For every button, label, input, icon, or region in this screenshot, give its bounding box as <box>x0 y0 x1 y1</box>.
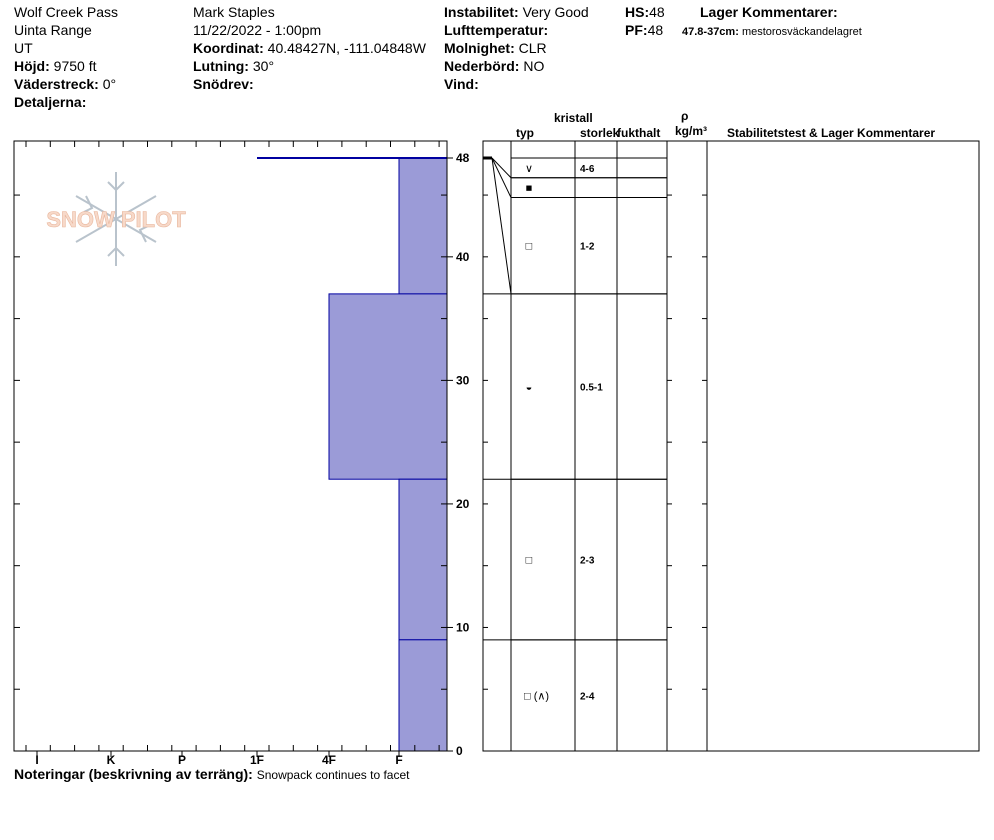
elevation-value: 9750 ft <box>53 58 97 74</box>
instability-label: Instabilitet: <box>444 4 519 20</box>
hardness-tick-label: P <box>177 753 187 767</box>
crystal-symbol: □ <box>525 554 533 567</box>
hs-label: HS: <box>625 4 650 20</box>
hardness-tick-label: F <box>395 753 403 767</box>
aspect-value: 0° <box>102 76 117 92</box>
depth-tick-label: 0 <box>456 744 463 758</box>
notes-text: Snowpack continues to facet <box>256 768 410 782</box>
observer-name: Mark Staples <box>193 4 275 20</box>
aspect-label: Väderstreck: <box>14 76 99 92</box>
crystal-table <box>483 141 979 751</box>
table-frame <box>483 141 979 751</box>
depth-tick-label: 30 <box>456 373 470 388</box>
wind-label: Vind: <box>444 76 479 92</box>
crystal-symbol: □ (∧) <box>524 690 550 703</box>
crystal-size: 4-6 <box>580 163 595 175</box>
moisture-header: fukthalt <box>617 126 661 140</box>
hardness-tick-label: 1F <box>249 753 265 767</box>
layer-bar <box>329 294 447 479</box>
logo-text: SNOW PILOT <box>46 207 186 232</box>
coord-label: Koordinat: <box>193 40 264 56</box>
instability-value: Very Good <box>522 4 589 20</box>
layer-bar <box>399 640 447 751</box>
elevation-label: Höjd: <box>14 58 50 74</box>
crystal-size: 1-2 <box>580 241 595 253</box>
precip-label: Nederbörd: <box>444 58 520 74</box>
type-header: typ <box>516 126 534 140</box>
obs-datetime: 11/22/2022 - 1:00pm <box>193 22 322 38</box>
crystal-symbol: ∨ <box>524 162 534 175</box>
hs-value: 48 <box>649 4 665 20</box>
depth-tick-label: 20 <box>456 496 470 511</box>
pf-label: PF: <box>625 22 648 38</box>
details-label: Detaljerna: <box>14 94 87 110</box>
crystal-symbol: ◒ <box>525 381 533 394</box>
drift-label: Snödrev: <box>193 76 254 92</box>
depth-tick-label: 48 <box>456 151 470 165</box>
rho-header: ρ <box>681 109 689 123</box>
depth-tick-label: 40 <box>456 249 470 264</box>
depth-tick-label: 10 <box>456 620 470 635</box>
crystal-symbol: ■ <box>525 182 533 195</box>
crystal-symbol: □ <box>525 240 533 253</box>
air-temp-label: Lufttemperatur: <box>444 22 549 38</box>
pf-value: 48 <box>647 22 664 38</box>
snowpilot-logo <box>46 172 186 266</box>
size-header: storlek <box>580 126 620 140</box>
hardness-profile <box>14 141 470 767</box>
layer-bar <box>399 158 447 294</box>
location-name: Wolf Creek Pass <box>14 4 118 20</box>
density-unit-header: kg/m³ <box>675 124 708 138</box>
notes-label: Noteringar (beskrivning av terräng): <box>14 766 253 782</box>
hardness-tick-label: K <box>106 753 116 767</box>
layer-comments-label: Lager Kommentarer: <box>700 4 838 20</box>
range-name: Uinta Range <box>14 22 92 38</box>
hardness-tick-label: I <box>35 753 39 767</box>
crystal-size: 2-3 <box>580 555 595 567</box>
stability-header: Stabilitetstest & Lager Kommentarer <box>727 126 936 140</box>
precip-value: NO <box>523 58 545 74</box>
layer-comment-range: 47.8-37cm: <box>682 26 739 38</box>
hardness-tick-label: 4F <box>321 753 337 767</box>
state-name: UT <box>14 40 33 56</box>
slope-label: Lutning: <box>193 58 249 74</box>
cloud-value: CLR <box>518 40 547 56</box>
cloud-label: Molnighet: <box>444 40 515 56</box>
layer-comment-text: mestorosväckandelagret <box>741 26 862 38</box>
crystal-size: 0.5-1 <box>580 382 603 394</box>
layer-bar <box>399 479 447 640</box>
crystal-header: kristall <box>554 111 593 125</box>
coord-value: 40.48427N, -111.04848W <box>267 40 426 56</box>
slope-value: 30° <box>252 58 275 74</box>
crystal-size: 2-4 <box>580 691 595 703</box>
